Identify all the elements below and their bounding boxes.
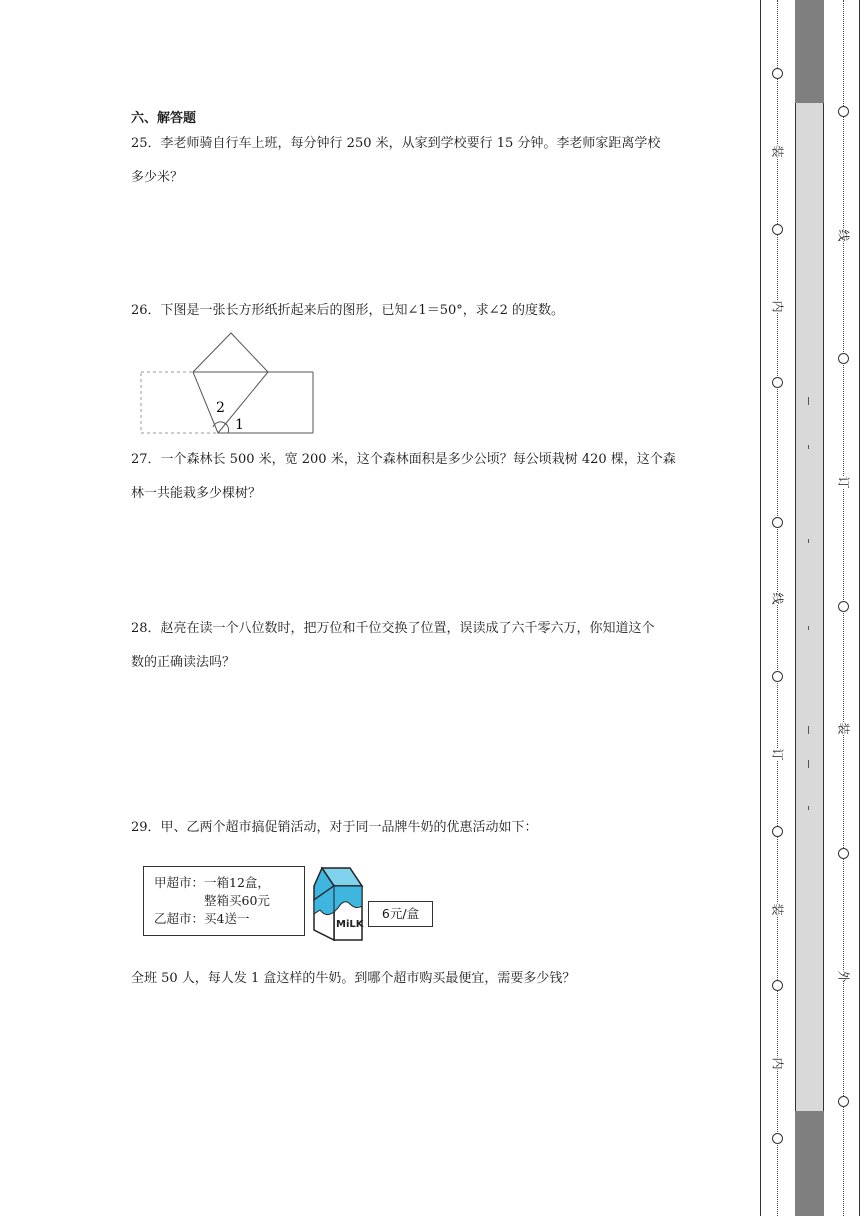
question-26: [131, 294, 731, 328]
question-25-line2: 多少米？: [131, 170, 184, 185]
binding-char: 内: [770, 1057, 785, 1070]
binding-char: 线: [770, 592, 785, 605]
binding-char: 外: [836, 970, 851, 983]
binding-circle: [838, 601, 849, 612]
binding-char: 装: [770, 145, 785, 158]
milk-label: MiLK: [336, 919, 364, 930]
question-27: [131, 443, 731, 511]
question-27-line1: 27．一个森林长 500 米，宽 200 米，这个森林面积是多少公顷？每公顷栽树 420 棵，这个森: [131, 452, 676, 467]
binding-circle: [772, 224, 783, 235]
binding-gray-column: [795, 0, 824, 1216]
binding-circle: [772, 68, 783, 79]
binding-circle: [838, 106, 849, 117]
binding-char: 订: [770, 748, 785, 761]
question-26-line1: 26．下图是一张长方形纸折起来后的图形，已知∠1＝50°，求∠2 的度数。: [131, 303, 565, 318]
binding-char: 线: [836, 229, 851, 242]
gray-tick: [808, 760, 809, 768]
promo-a-line2: 整箱买60元: [204, 893, 270, 908]
gray-tick: [808, 445, 809, 449]
question-25-line1: 25．李老师骑自行车上班，每分钟行 250 米，从家到学校要行 15 分钟。李老师家距离学校: [131, 136, 661, 151]
question-28-line1: 28．赵亮在读一个八位数时，把万位和千位交换了位置，误读成了六千零六万，你知道这个: [131, 621, 655, 636]
gray-tick: [808, 726, 809, 734]
section-title: 六、解答题: [131, 111, 197, 126]
promo-a-line1: 甲超市：一箱12盒，: [154, 875, 270, 890]
binding-circle: [772, 671, 783, 682]
binding-circle: [772, 1133, 783, 1144]
binding-char: 订: [836, 476, 851, 489]
question-29-line2: 全班 50 人，每人发 1 盒这样的牛奶。到哪个超市购买最便宜，需要多少钱？: [131, 971, 576, 986]
binding-circle: [772, 980, 783, 991]
inner-dotted-line: [777, 0, 778, 1216]
folded-flap: [193, 333, 268, 433]
binding-circle: [772, 517, 783, 528]
gray-tick: [808, 397, 809, 405]
question-27-line2: 林一共能栽多少棵树？: [131, 486, 262, 501]
angle-2-label: 2: [216, 400, 225, 416]
binding-circle: [838, 353, 849, 364]
folded-paper-figure: [138, 329, 318, 437]
promotion-box: [143, 866, 305, 936]
question-29-line1: 29．甲、乙两个超市搞促销活动，对于同一品牌牛奶的优惠活动如下：: [131, 820, 538, 835]
question-29: [131, 811, 731, 845]
milk-carton-icon: [312, 866, 366, 944]
binding-dark-block-bottom: [795, 1111, 824, 1216]
binding-char: 装: [836, 722, 851, 735]
gray-tick: [808, 539, 809, 543]
binding-char: 装: [770, 903, 785, 916]
binding-circle: [772, 377, 783, 388]
binding-circle: [772, 826, 783, 837]
question-25: [131, 127, 731, 195]
promo-b-line: 乙超市：买4送一: [154, 911, 250, 926]
original-rectangle: [141, 372, 313, 433]
question-28: [131, 612, 731, 680]
binding-circle: [838, 848, 849, 859]
binding-char: 内: [770, 300, 785, 313]
gray-tick: [808, 806, 809, 810]
question-28-line2: 数的正确读法吗？: [131, 655, 236, 670]
binding-dark-block-top: [795, 0, 824, 103]
gray-tick: [808, 626, 809, 630]
price-box: 6元/盒: [368, 901, 433, 927]
binding-circle: [838, 1096, 849, 1107]
angle-1-label: 1: [235, 417, 244, 433]
